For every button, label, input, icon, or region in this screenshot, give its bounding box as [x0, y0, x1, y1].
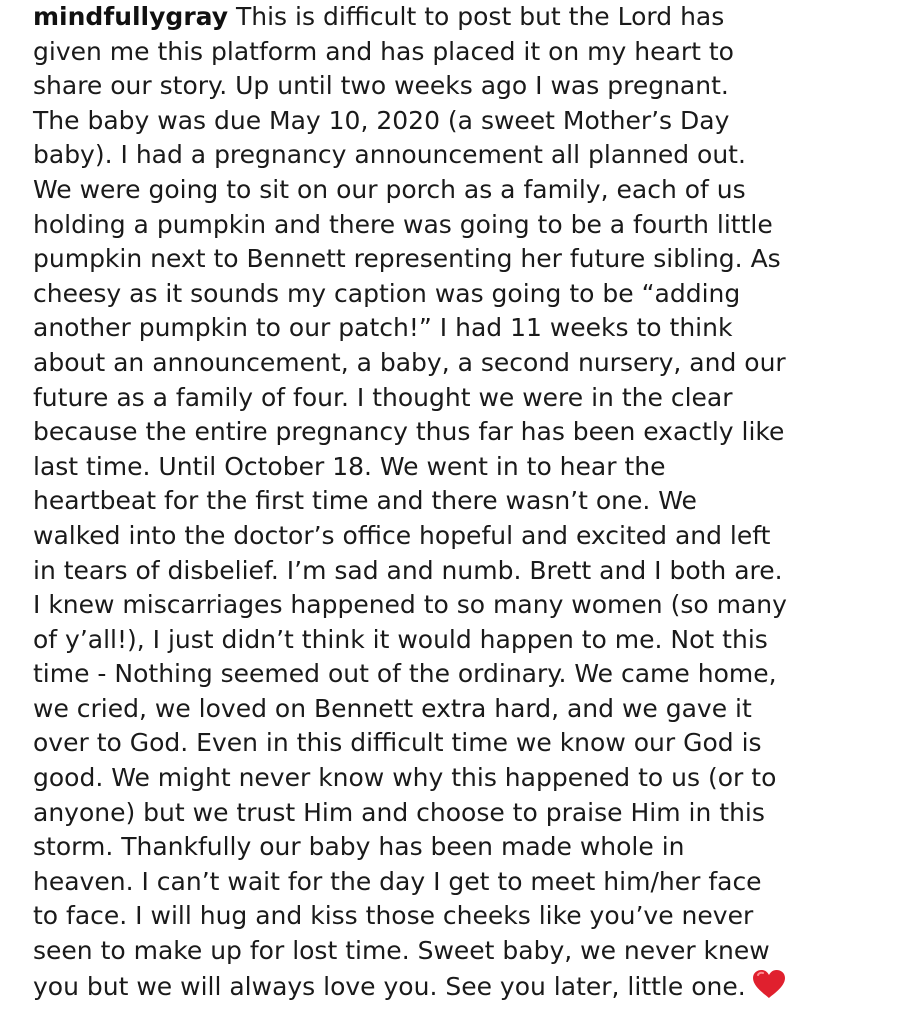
caption-line: about an announcement, a baby, a second nursery, and our — [33, 347, 786, 377]
caption-line — [33, 969, 878, 1005]
caption-line: given me this platform and has placed it on my heart to — [33, 36, 734, 66]
caption-line: another pumpkin to our patch!” I had 11 weeks to think — [33, 313, 733, 343]
caption-line: good. We might never know why this happened to us (or to — [33, 763, 777, 793]
caption-line: because the entire pregnancy thus far has been exactly like — [33, 417, 785, 447]
caption-line: anyone) but we trust Him and choose to praise Him in this — [33, 797, 765, 827]
caption-line: heaven. I can’t wait for the day I get to meet him/her face — [33, 866, 762, 896]
caption-line: heartbeat for the first time and there wasn’t one. We — [33, 486, 697, 516]
caption-line: We were going to sit on our porch as a family, each of us — [33, 174, 746, 204]
red-heart-icon — [752, 969, 786, 999]
caption-line: storm. Thankfully our baby has been made whole in — [33, 832, 685, 862]
caption-line: The baby was due May 10, 2020 (a sweet Mother’s Day — [33, 105, 730, 135]
post-caption — [33, 0, 878, 1004]
caption-line: I knew miscarriages happened to so many women (so many — [33, 590, 787, 620]
caption-line: holding a pumpkin and there was going to be a fourth little — [33, 209, 773, 239]
caption-line — [33, 0, 878, 35]
caption-text: you but we will always love you. See you later, little one. — [33, 971, 746, 1001]
caption-line: baby). I had a pregnancy announcement all planned out. — [33, 140, 746, 170]
caption-line: we cried, we loved on Bennett extra hard, and we gave it — [33, 693, 752, 723]
caption-line: last time. Until October 18. We went in to hear the — [33, 451, 666, 481]
caption-line: share our story. Up until two weeks ago I was pregnant. — [33, 71, 729, 101]
caption-line: future as a family of four. I thought we were in the clear — [33, 382, 733, 412]
username-link[interactable]: mindfullygray — [33, 2, 229, 31]
caption-line: pumpkin next to Bennett representing her future sibling. As — [33, 244, 781, 274]
caption-line: cheesy as it sounds my caption was going to be “adding — [33, 278, 741, 308]
caption-text: This is difficult to post but the Lord has — [228, 2, 725, 31]
caption-line: over to God. Even in this difficult time we know our God is — [33, 728, 762, 758]
caption-line: walked into the doctor’s office hopeful and excited and left — [33, 520, 771, 550]
caption-line: of y’all!), I just didn’t think it would happen to me. Not this — [33, 624, 768, 654]
caption-line: time - Nothing seemed out of the ordinary. We came home, — [33, 659, 777, 689]
caption-line: seen to make up for lost time. Sweet baby, we never knew — [33, 936, 770, 966]
caption-line: to face. I will hug and kiss those cheeks like you’ve never — [33, 901, 754, 931]
caption-line: in tears of disbelief. I’m sad and numb. Brett and I both are. — [33, 555, 783, 585]
